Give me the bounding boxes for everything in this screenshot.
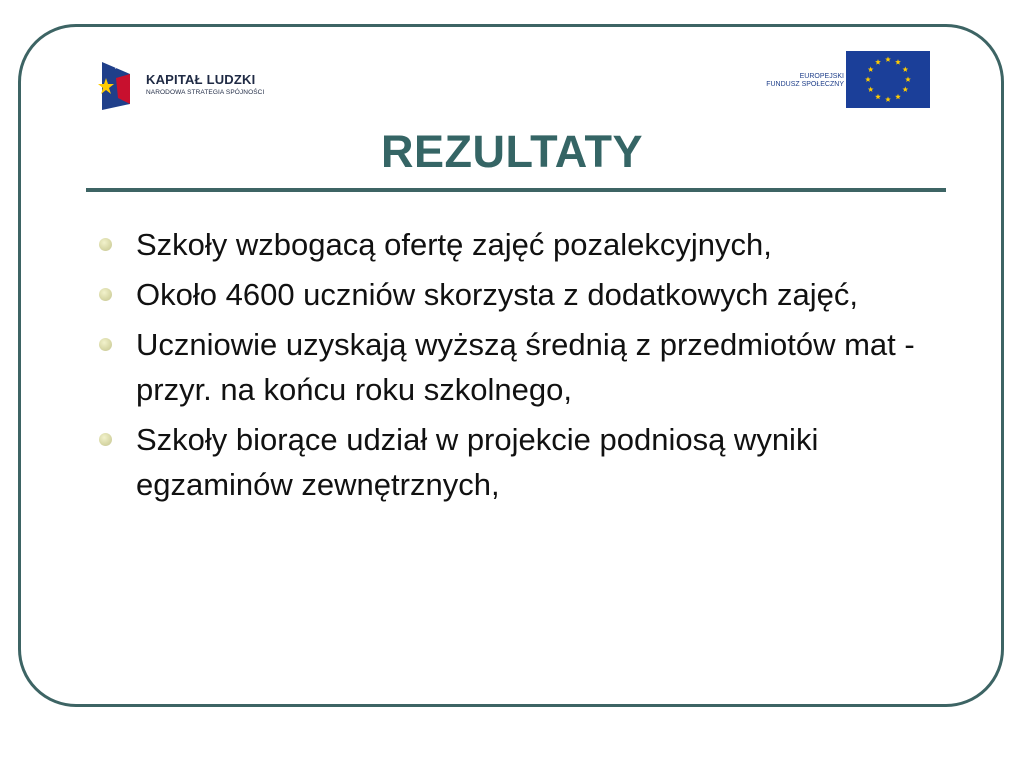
efs-line-2: FUNDUSZ SPOŁECZNY	[766, 81, 844, 88]
bullet-text: Szkoły wzbogacą ofertę zajęć pozalekcyjnych,	[136, 227, 772, 262]
slide-title: REZULTATY	[381, 126, 643, 177]
eu-flag-icon	[846, 51, 930, 108]
bullet-dot-icon	[99, 433, 112, 446]
eu-star-icon	[885, 97, 891, 102]
eu-star-icon	[868, 87, 874, 92]
eu-star-icon	[875, 94, 881, 99]
eu-star-icon	[885, 57, 891, 62]
list-item	[96, 272, 936, 317]
bullet-dot-icon	[99, 288, 112, 301]
bullet-text: Około 4600 uczniów skorzysta z dodatkowych zajęć,	[136, 277, 858, 312]
eu-star-icon	[905, 77, 911, 82]
list-item	[96, 322, 936, 412]
eu-star-icon	[868, 67, 874, 72]
efs-line-1: EUROPEJSKI	[799, 73, 844, 80]
bullet-list	[96, 222, 936, 512]
eu-star-icon	[895, 59, 901, 64]
eu-star-icon	[902, 67, 908, 72]
list-item	[96, 417, 936, 507]
efs-text	[766, 73, 844, 89]
eu-star-icon	[902, 87, 908, 92]
title-divider	[86, 188, 946, 192]
logo-left-title: KAPITAŁ LUDZKI	[146, 72, 256, 87]
eu-star-icon	[865, 77, 871, 82]
eu-star-icon	[875, 59, 881, 64]
kapital-ludzki-emblem-icon	[96, 54, 140, 114]
eu-stars-icon	[846, 51, 930, 108]
bullet-dot-icon	[99, 338, 112, 351]
kapital-ludzki-logo	[96, 54, 286, 114]
eu-star-icon	[895, 94, 901, 99]
list-item	[96, 222, 936, 267]
bullet-dot-icon	[99, 238, 112, 251]
bullet-text: Szkoły biorące udział w projekcie podniosą wyniki egzaminów zewnętrznych,	[136, 422, 819, 502]
logo-left-subtitle: NARODOWA STRATEGIA SPÓJNOŚCI	[146, 89, 265, 96]
bullet-text: Uczniowie uzyskają wyższą średnią z przedmiotów mat - przyr. na końcu roku szkolnego,	[136, 327, 915, 407]
efs-logo	[750, 50, 932, 110]
